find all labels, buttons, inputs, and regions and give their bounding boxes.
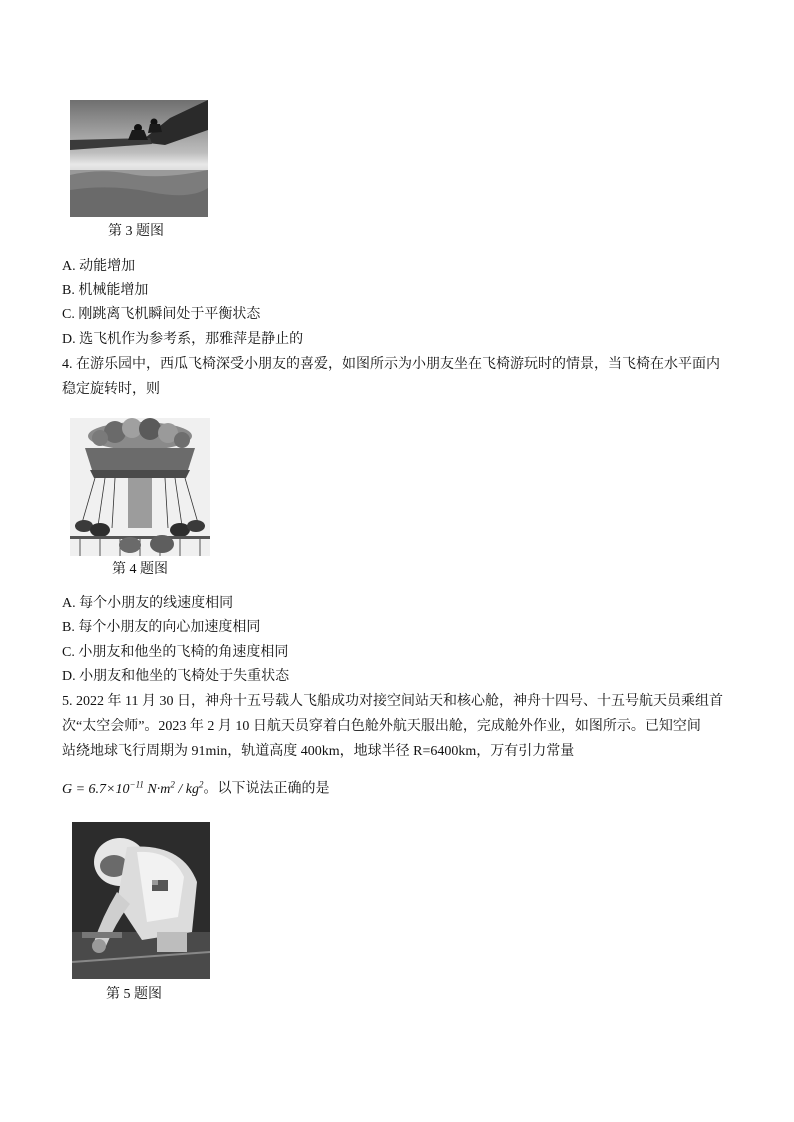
q5-stem-tail: 。以下说法正确的是 <box>203 781 330 797</box>
q3-option-d: D. 选飞机作为参考系，那雅萍是静止的 <box>62 332 304 347</box>
q4-option-b: B. 每个小朋友的向心加速度相同 <box>62 620 261 635</box>
gravitational-constant-formula: $G = 6.7\times 10^{-11}$ $N\cdot m^2 / kg^2$ <box>62 779 204 797</box>
question-3-figure <box>70 100 208 217</box>
swing-ride-photo <box>70 418 210 556</box>
q3-option-a: A. 动能增加 <box>62 259 136 274</box>
figure-4-caption: 第 4 题图 <box>112 562 168 577</box>
question-5-figure <box>72 822 210 979</box>
q5-formula-line <box>62 774 329 800</box>
q4-stem-line-2: 稳定旋转时，则 <box>62 382 160 397</box>
q5-stem-line-2: 次“太空会师”。2023 年 2 月 10 日航天员穿着白色舱外航天服出舱，完成舱外作业，如图所示。已知空间 <box>62 719 701 734</box>
q5-stem-line-1: 5. 2022 年 11 月 30 日，神舟十五号载人飞船成功对接空间站天和核心舱，神舟十四号、十五号航天员乘组首 <box>62 694 723 709</box>
q4-stem-line-1: 4. 在游乐园中，西瓜飞椅深受小朋友的喜爱，如图所示为小朋友坐在飞椅游玩时的情景，当飞椅在水平面内 <box>62 357 720 372</box>
figure-5-caption: 第 5 题图 <box>106 987 162 1002</box>
q5-stem-line-3: 站绕地球飞行周期为 91min，轨道高度 400km，地球半径 R=6400km，万有引力常量 <box>62 744 575 759</box>
q4-option-d: D. 小朋友和他坐的飞椅处于失重状态 <box>62 669 290 684</box>
astronaut-photo <box>72 822 210 979</box>
skydiving-photo <box>70 100 208 217</box>
figure-3-caption: 第 3 题图 <box>108 224 164 239</box>
q4-option-c: C. 小朋友和他坐的飞椅的角速度相同 <box>62 645 289 660</box>
q3-option-c: C. 刚跳离飞机瞬间处于平衡状态 <box>62 307 261 322</box>
q4-option-a: A. 每个小朋友的线速度相同 <box>62 596 234 611</box>
question-4-figure <box>70 418 210 556</box>
q3-option-b: B. 机械能增加 <box>62 283 149 298</box>
